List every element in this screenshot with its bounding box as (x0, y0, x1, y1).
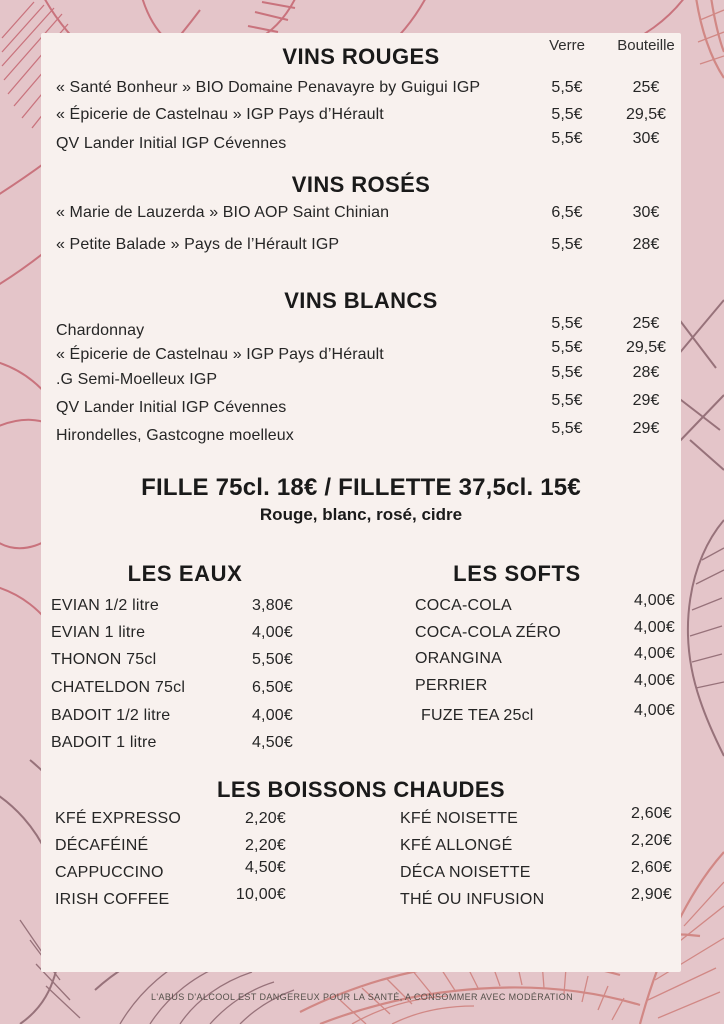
item-price: 4,00€ (633, 645, 675, 662)
item-price-bouteille: 28€ (632, 364, 660, 381)
item-price-verre: 5,5€ (551, 364, 583, 381)
item-price: 4,50€ (251, 734, 293, 751)
item-name: PERRIER (415, 677, 488, 694)
item-price-bouteille: 30€ (632, 130, 660, 147)
item-price: 10,00€ (235, 886, 286, 903)
item-price-verre: 5,5€ (551, 392, 583, 409)
item-price: 4,00€ (633, 592, 675, 609)
item-price: 2,20€ (244, 837, 286, 854)
item-price-bouteille: 29,5€ (625, 339, 667, 356)
item-price-verre: 6,5€ (551, 204, 583, 221)
menu-card (41, 33, 681, 972)
menu-row (405, 592, 685, 617)
menu-row (405, 702, 685, 727)
menu-row (41, 886, 301, 911)
item-price: 4,00€ (633, 619, 675, 636)
item-name: « Marie de Lauzerda » BIO AOP Saint Chinian (56, 204, 390, 221)
item-price-verre: 5,5€ (551, 315, 583, 332)
item-name: « Épicerie de Castelnau » IGP Pays d’Hérault (56, 106, 384, 123)
item-price-verre: 5,5€ (551, 420, 583, 437)
item-name: KFÉ NOISETTE (400, 810, 518, 827)
item-name: ORANGINA (415, 650, 502, 667)
item-name: Hirondelles, Gastcogne moelleux (56, 427, 294, 444)
item-price: 2,20€ (244, 810, 286, 827)
alcohol-warning-footer: L'ABUS D'ALCOOL EST DANGEREUX POUR LA SANTÉ, A CONSOMMER AVEC MODÉRATION (151, 992, 573, 1002)
menu-row (41, 130, 681, 155)
menu-row (41, 104, 681, 126)
pitchers-subline: Rouge, blanc, rosé, cidre (259, 505, 463, 524)
item-price-verre: 5,5€ (551, 79, 583, 96)
menu-row (41, 595, 301, 617)
menu-row (386, 886, 681, 911)
item-name: QV Lander Initial IGP Cévennes (56, 399, 287, 416)
section-title-boissons-chaudes: LES BOISSONS CHAUDES (217, 777, 505, 802)
item-name: Chardonnay (56, 322, 145, 339)
item-name: EVIAN 1/2 litre (51, 597, 159, 614)
item-price-bouteille: 30€ (632, 204, 660, 221)
menu-row (41, 364, 681, 391)
item-name: QV Lander Initial IGP Cévennes (56, 135, 287, 152)
item-name: BADOIT 1/2 litre (51, 707, 171, 724)
item-name: DÉCAFÉINÉ (55, 837, 149, 854)
section-title-les-softs: LES SOFTS (453, 561, 581, 586)
menu-row (41, 732, 301, 754)
item-price-bouteille: 28€ (632, 236, 660, 253)
menu-row (41, 77, 681, 99)
menu-row (41, 392, 681, 419)
item-name: CAPPUCCINO (55, 864, 164, 881)
item-name: COCA-COLA (415, 597, 512, 614)
section-title-les-eaux: LES EAUX (127, 561, 243, 586)
item-price-verre: 5,5€ (551, 339, 583, 356)
column-header-bouteille: Bouteille (617, 37, 675, 54)
item-price: 2,90€ (630, 886, 672, 903)
item-price-bouteille: 25€ (632, 315, 660, 332)
item-price: 2,60€ (630, 859, 672, 876)
item-price: 5,50€ (251, 651, 293, 668)
item-price-bouteille: 29€ (632, 392, 660, 409)
item-name: BADOIT 1 litre (51, 734, 157, 751)
item-price: 4,50€ (244, 859, 286, 876)
item-price: 3,80€ (251, 597, 293, 614)
item-name: IRISH COFFEE (55, 891, 170, 908)
item-price: 2,60€ (630, 805, 672, 822)
menu-row (41, 859, 301, 884)
item-price-bouteille: 25€ (632, 79, 660, 96)
item-name: « Épicerie de Castelnau » IGP Pays d’Hérault (56, 346, 384, 363)
item-name: DÉCA NOISETTE (400, 864, 531, 881)
item-name: « Petite Balade » Pays de l’Hérault IGP (56, 236, 340, 253)
item-price-bouteille: 29€ (632, 420, 660, 437)
menu-row (41, 808, 301, 830)
item-name: .G Semi-Moelleux IGP (56, 371, 218, 388)
item-price-verre: 5,5€ (551, 236, 583, 253)
menu-row (405, 619, 685, 644)
item-name: KFÉ ALLONGÉ (400, 837, 513, 854)
item-name: CHATELDON 75cl (51, 679, 186, 696)
item-name: EVIAN 1 litre (51, 624, 146, 641)
menu-row (41, 705, 301, 727)
item-price-verre: 5,5€ (551, 130, 583, 147)
item-price: 4,00€ (251, 707, 293, 724)
menu-row (41, 420, 681, 447)
menu-row (386, 832, 681, 857)
menu-row (405, 645, 685, 670)
section-title-vins-blancs: VINS BLANCS (284, 288, 438, 313)
item-price: 4,00€ (633, 702, 675, 719)
item-price-verre: 5,5€ (551, 106, 583, 123)
menu-row (405, 672, 685, 697)
menu-row (41, 835, 301, 857)
item-price-bouteille: 29,5€ (625, 106, 667, 123)
item-name: « Santé Bonheur » BIO Domaine Penavayre by Guigui IGP (56, 79, 481, 96)
menu-row (41, 622, 301, 644)
menu-row (41, 202, 681, 224)
menu-row (41, 649, 301, 671)
item-price: 2,20€ (630, 832, 672, 849)
menu-row (386, 805, 681, 830)
column-header-verre: Verre (549, 37, 585, 54)
item-name: KFÉ EXPRESSO (55, 810, 181, 827)
menu-row (386, 859, 681, 884)
item-name: THONON 75cl (51, 651, 157, 668)
section-title-vins-rouges: VINS ROUGES (282, 44, 440, 69)
section-title-vins-roses: VINS ROSÉS (291, 172, 431, 197)
item-price: 4,00€ (251, 624, 293, 641)
item-name: COCA-COLA ZÉRO (415, 624, 561, 641)
item-name: FUZE TEA 25cl (421, 707, 534, 724)
menu-row (41, 234, 681, 256)
item-name: THÉ OU INFUSION (400, 891, 545, 908)
pitchers-headline: FILLE 75cl. 18€ / FILLETTE 37,5cl. 15€ (141, 474, 581, 501)
menu-row (41, 677, 301, 699)
item-price: 6,50€ (251, 679, 293, 696)
item-price: 4,00€ (633, 672, 675, 689)
